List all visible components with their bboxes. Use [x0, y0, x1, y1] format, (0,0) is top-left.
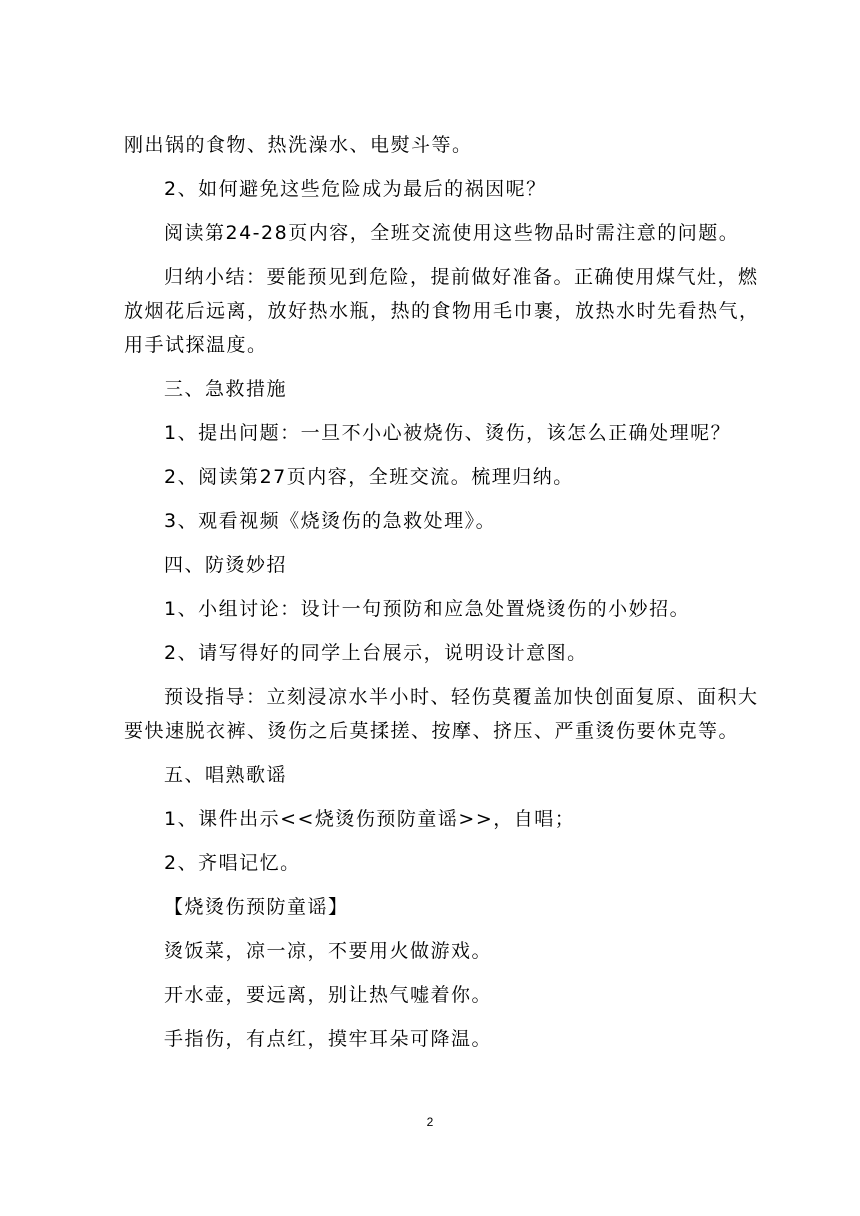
rhyme-line: 烫饭菜，凉一凉，不要用火做游戏。: [164, 940, 493, 962]
paragraph: 2、如何避免这些危险成为最后的祸因呢？: [164, 178, 547, 200]
rhyme-line: 开水壶，要远离，别让热气嘘着你。: [164, 984, 493, 1006]
paragraph: 预设指导：立刻浸凉水半小时、轻伤莫覆盖加快创面复原、面积大要快速脱衣裤、烫伤之后莫揉搓、按摩、挤压、严重烫伤要休克等。: [124, 686, 759, 742]
paragraph: 1、提出问题：一旦不小心被烧伤、烫伤，该怎么正确处理呢？: [164, 422, 732, 444]
section-heading: 五、唱熟歌谣: [164, 764, 288, 786]
section-heading: 三、急救措施: [164, 378, 288, 400]
paragraph: 2、齐唱记忆。: [164, 852, 301, 874]
paragraph: 归纳小结：要能预见到危险，提前做好准备。正确使用煤气灶，燃放烟花后远离，放好热水瓶，热的食物用毛巾裹，放热水时先看热气，用手试探温度。: [124, 266, 760, 356]
paragraph: 阅读第24-28页内容，全班交流使用这些物品时需注意的问题。: [164, 222, 740, 244]
paragraph: 2、阅读第27页内容，全班交流。梳理归纳。: [164, 466, 574, 488]
section-heading: 四、防烫妙招: [164, 554, 288, 576]
paragraph: 1、小组讨论：设计一句预防和应急处置烧烫伤的小妙招。: [164, 598, 691, 620]
rhyme-title: 【烧烫伤预防童谣】: [164, 896, 349, 918]
paragraph: 1、课件出示<<烧烫伤预防童谣>>，自唱；: [164, 808, 576, 830]
paragraph: 3、观看视频《烧烫伤的急救处理》。: [164, 510, 497, 532]
page-number: 2: [426, 1115, 434, 1129]
paragraph: 2、请写得好的同学上台展示，说明设计意图。: [164, 642, 588, 664]
paragraph: 刚出锅的食物、热洗澡水、电熨斗等。: [124, 134, 473, 156]
document-body: [124, 128, 764, 1066]
rhyme-line: 手指伤，有点红，摸牢耳朵可降温。: [164, 1028, 493, 1050]
